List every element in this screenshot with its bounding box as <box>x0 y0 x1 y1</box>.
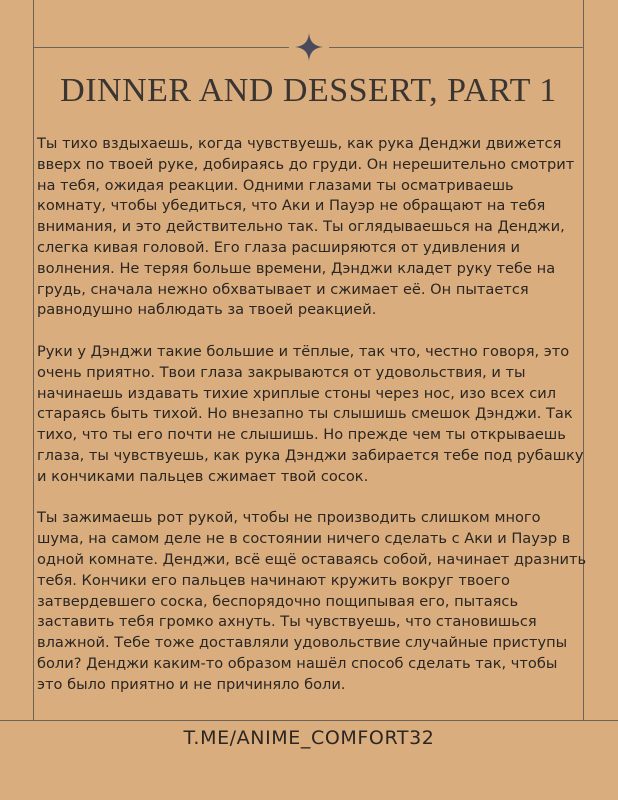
frame-top-left-line <box>33 47 289 48</box>
paragraph-3: Ты зажимаешь рот рукой, чтобы не производить слишком много шума, на самом деле не в состоянии ничего сделать с Аки и Пауэр в одной комнате. Денджи, всё ещё оставаясь собой, начинает дразнить тебя. Кончики его пальцев начинают кружить вокруг твоего затвердевшего соска, беспорядочно пощипывая его, пытаясь заставить тебя громко ахнуть. Ты чувствуешь, что становишься влажной. Тебе тоже доставляли удовольствие случайные приступы боли? Денджи каким-то образом нашёл способ сделать так, чтобы это было приятно и не причиняло боли. <box>37 509 587 693</box>
footer-channel-link[interactable]: T.ME/ANIME_COMFORT32 <box>183 727 435 749</box>
paragraph-1: Ты тихо вздыхаешь, когда чувствуешь, как рука Денджи движется вверх по твоей руке, добираясь до груди. Он нерешительно смотрит на тебя, ожидая реакции. Одними глазами ты осматриваешь комнату, чтобы убедиться, что Аки и Пауэр не обращают на тебя внимания, и это действительно так. Ты оглядываешься на Денджи, слегка кивая головой. Его глаза расширяются от удивления и волнения. Не теряя больше времени, Дэнджи кладет руку тебе на грудь, сначала нежно обхватывает и сжимает её. Он пытается равнодушно наблюдать за твоей реакцией. <box>37 135 575 319</box>
frame-bottom-line <box>0 720 618 721</box>
page-title: DINNER AND DESSERT, PART 1 <box>60 72 557 109</box>
frame-top-right-line <box>329 47 584 48</box>
paragraph-2: Руки у Дэнджи такие большие и тёплые, так что, честно говоря, это очень приятно. Твои глаза закрываются от удовольствия, и ты начинаешь издавать тихие хриплые стоны через нос, изо всех сил стараясь быть тихой. Но внезапно ты слышишь смешок Дэнджи. Так тихо, что ты его почти не слышишь. Но прежде чем ты открываешь глаза, ты чувствуешь, как рука Дэнджи забирается тебе под рубашку и кончиками пальцев сжимает твой сосок. <box>37 342 584 485</box>
four-point-star-icon <box>295 33 323 61</box>
story-body <box>37 134 587 716</box>
